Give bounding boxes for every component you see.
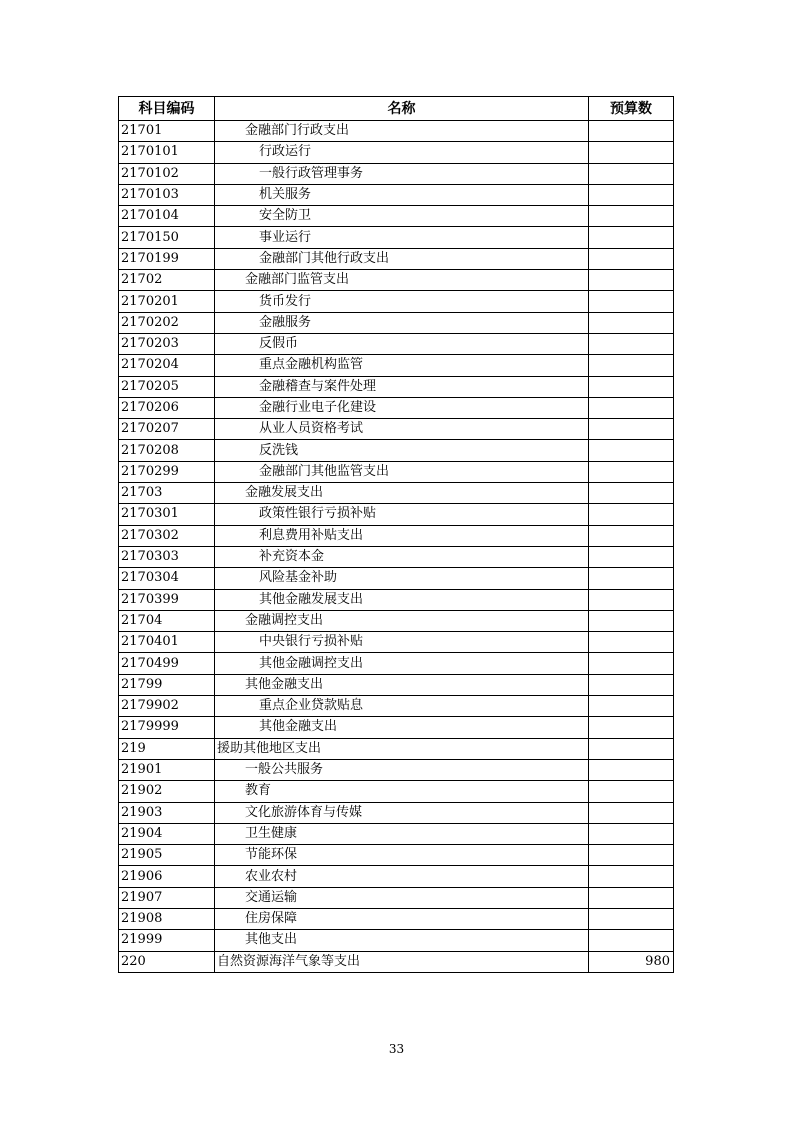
- cell-code: 21904: [119, 823, 215, 844]
- table-row: [119, 866, 674, 887]
- cell-name: 从业人员资格考试: [215, 419, 589, 440]
- cell-amount: [589, 333, 674, 354]
- table-row: [119, 717, 674, 738]
- cell-name: 一般行政管理事务: [215, 163, 589, 184]
- cell-amount: [589, 823, 674, 844]
- cell-name: 补充资本金: [215, 546, 589, 567]
- cell-name: 其他支出: [215, 930, 589, 951]
- cell-name: 机关服务: [215, 184, 589, 205]
- cell-name: 金融部门监管支出: [215, 270, 589, 291]
- cell-code: 2170205: [119, 376, 215, 397]
- table-row: [119, 163, 674, 184]
- cell-code: 2170499: [119, 653, 215, 674]
- table-row: [119, 781, 674, 802]
- cell-code: 2170401: [119, 632, 215, 653]
- table-row: [119, 461, 674, 482]
- table-row: [119, 674, 674, 695]
- cell-code: 21907: [119, 887, 215, 908]
- cell-code: 21901: [119, 759, 215, 780]
- cell-code: 2170104: [119, 206, 215, 227]
- cell-code: 21999: [119, 930, 215, 951]
- cell-amount: [589, 866, 674, 887]
- cell-amount: [589, 653, 674, 674]
- cell-code: 21902: [119, 781, 215, 802]
- cell-code: 21703: [119, 483, 215, 504]
- table-body: [119, 121, 674, 973]
- header-amount: 预算数: [589, 97, 674, 121]
- table-row: [119, 333, 674, 354]
- table-row: [119, 930, 674, 951]
- cell-amount: [589, 397, 674, 418]
- cell-name: 农业农村: [215, 866, 589, 887]
- cell-name: 教育: [215, 781, 589, 802]
- table-row: [119, 504, 674, 525]
- cell-name: 反洗钱: [215, 440, 589, 461]
- cell-code: 2170207: [119, 419, 215, 440]
- table-row: [119, 397, 674, 418]
- table-row: [119, 291, 674, 312]
- table-row: [119, 546, 674, 567]
- table-row: [119, 227, 674, 248]
- table-row: [119, 845, 674, 866]
- cell-amount: [589, 206, 674, 227]
- table-row: [119, 887, 674, 908]
- cell-amount: [589, 142, 674, 163]
- table-row: [119, 184, 674, 205]
- table-row: [119, 951, 674, 972]
- cell-name: 事业运行: [215, 227, 589, 248]
- page-number: 33: [388, 1042, 405, 1056]
- cell-amount: [589, 312, 674, 333]
- header-name: 名称: [215, 97, 589, 121]
- cell-name: 金融发展支出: [215, 483, 589, 504]
- cell-code: 2170299: [119, 461, 215, 482]
- cell-amount: [589, 355, 674, 376]
- cell-code: 219: [119, 738, 215, 759]
- cell-name: 金融部门其他行政支出: [215, 248, 589, 269]
- cell-name: 其他金融支出: [215, 674, 589, 695]
- cell-amount: [589, 717, 674, 738]
- table-row: [119, 610, 674, 631]
- table-row: [119, 270, 674, 291]
- cell-amount: [589, 908, 674, 929]
- cell-code: 2170208: [119, 440, 215, 461]
- cell-name: 交通运输: [215, 887, 589, 908]
- table-row: [119, 696, 674, 717]
- cell-amount: [589, 419, 674, 440]
- header-code: 科目编码: [119, 97, 215, 121]
- cell-name: 卫生健康: [215, 823, 589, 844]
- table-row: [119, 121, 674, 142]
- table-row: [119, 142, 674, 163]
- cell-amount: [589, 291, 674, 312]
- cell-name: 金融部门行政支出: [215, 121, 589, 142]
- cell-amount: [589, 184, 674, 205]
- cell-code: 2170150: [119, 227, 215, 248]
- cell-code: 220: [119, 951, 215, 972]
- cell-name: 文化旅游体育与传媒: [215, 802, 589, 823]
- cell-name: 住房保障: [215, 908, 589, 929]
- table-row: [119, 908, 674, 929]
- cell-code: 21905: [119, 845, 215, 866]
- cell-amount: [589, 802, 674, 823]
- table-row: [119, 206, 674, 227]
- cell-code: 2170103: [119, 184, 215, 205]
- table-row: [119, 483, 674, 504]
- cell-code: 21702: [119, 270, 215, 291]
- cell-code: 2170301: [119, 504, 215, 525]
- cell-name: 行政运行: [215, 142, 589, 163]
- table-row: [119, 376, 674, 397]
- cell-amount: [589, 610, 674, 631]
- budget-table: [118, 96, 674, 973]
- table-row: [119, 632, 674, 653]
- cell-name: 金融调控支出: [215, 610, 589, 631]
- cell-code: 2179902: [119, 696, 215, 717]
- cell-amount: [589, 887, 674, 908]
- table-row: [119, 802, 674, 823]
- cell-code: 2170206: [119, 397, 215, 418]
- cell-name: 重点企业贷款贴息: [215, 696, 589, 717]
- cell-amount: [589, 270, 674, 291]
- cell-name: 其他金融调控支出: [215, 653, 589, 674]
- cell-name: 节能环保: [215, 845, 589, 866]
- cell-amount: [589, 781, 674, 802]
- cell-amount: [589, 568, 674, 589]
- table-row: [119, 568, 674, 589]
- table-row: [119, 589, 674, 610]
- cell-code: 21799: [119, 674, 215, 695]
- header-row: [119, 97, 674, 121]
- cell-name: 中央银行亏损补贴: [215, 632, 589, 653]
- cell-code: 21701: [119, 121, 215, 142]
- cell-name: 援助其他地区支出: [215, 738, 589, 759]
- cell-name: 安全防卫: [215, 206, 589, 227]
- cell-amount: [589, 525, 674, 546]
- table-row: [119, 419, 674, 440]
- cell-amount: [589, 674, 674, 695]
- cell-code: 2170202: [119, 312, 215, 333]
- cell-amount: [589, 440, 674, 461]
- cell-amount: [589, 248, 674, 269]
- cell-code: 2170304: [119, 568, 215, 589]
- cell-amount: 980: [589, 951, 674, 972]
- cell-amount: [589, 227, 674, 248]
- cell-code: 2170201: [119, 291, 215, 312]
- cell-amount: [589, 759, 674, 780]
- cell-amount: [589, 163, 674, 184]
- table-row: [119, 759, 674, 780]
- table-row: [119, 525, 674, 546]
- cell-code: 2170204: [119, 355, 215, 376]
- cell-code: 2170101: [119, 142, 215, 163]
- cell-name: 反假币: [215, 333, 589, 354]
- cell-name: 一般公共服务: [215, 759, 589, 780]
- cell-amount: [589, 461, 674, 482]
- cell-amount: [589, 546, 674, 567]
- cell-code: 21704: [119, 610, 215, 631]
- cell-amount: [589, 376, 674, 397]
- cell-name: 金融部门其他监管支出: [215, 461, 589, 482]
- cell-code: 2170199: [119, 248, 215, 269]
- cell-amount: [589, 930, 674, 951]
- cell-code: 21908: [119, 908, 215, 929]
- cell-amount: [589, 696, 674, 717]
- cell-code: 2170399: [119, 589, 215, 610]
- cell-amount: [589, 589, 674, 610]
- table-row: [119, 653, 674, 674]
- cell-code: 21906: [119, 866, 215, 887]
- cell-code: 2170102: [119, 163, 215, 184]
- cell-name: 自然资源海洋气象等支出: [215, 951, 589, 972]
- table-row: [119, 248, 674, 269]
- cell-amount: [589, 738, 674, 759]
- cell-amount: [589, 504, 674, 525]
- cell-name: 其他金融支出: [215, 717, 589, 738]
- cell-amount: [589, 121, 674, 142]
- cell-name: 金融稽查与案件处理: [215, 376, 589, 397]
- cell-amount: [589, 845, 674, 866]
- table-row: [119, 823, 674, 844]
- cell-code: 2170303: [119, 546, 215, 567]
- cell-code: 21903: [119, 802, 215, 823]
- cell-name: 货币发行: [215, 291, 589, 312]
- cell-name: 金融行业电子化建设: [215, 397, 589, 418]
- cell-amount: [589, 483, 674, 504]
- table-row: [119, 738, 674, 759]
- cell-name: 其他金融发展支出: [215, 589, 589, 610]
- cell-code: 2179999: [119, 717, 215, 738]
- cell-amount: [589, 632, 674, 653]
- table-row: [119, 355, 674, 376]
- cell-name: 金融服务: [215, 312, 589, 333]
- table-row: [119, 440, 674, 461]
- cell-name: 重点金融机构监管: [215, 355, 589, 376]
- cell-name: 政策性银行亏损补贴: [215, 504, 589, 525]
- cell-code: 2170302: [119, 525, 215, 546]
- cell-name: 利息费用补贴支出: [215, 525, 589, 546]
- table-row: [119, 312, 674, 333]
- cell-code: 2170203: [119, 333, 215, 354]
- cell-name: 风险基金补助: [215, 568, 589, 589]
- table-header: [119, 97, 674, 121]
